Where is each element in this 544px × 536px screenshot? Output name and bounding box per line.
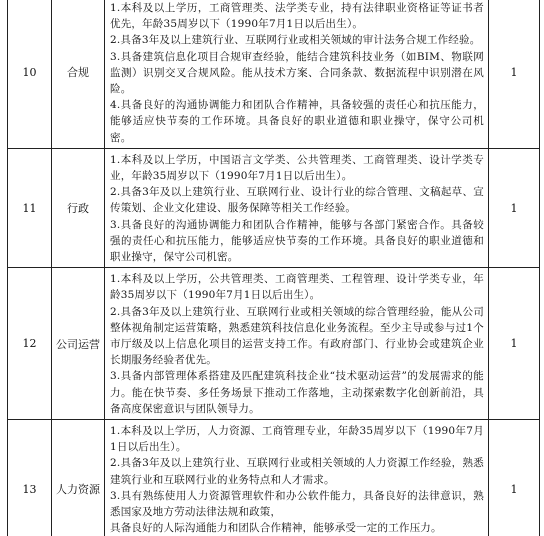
row-number: 13: [8, 420, 52, 536]
requirements-cell: [105, 420, 489, 536]
requirement-item: 1.本科及以上学历，公共管理类、工商管理类、工程管理、设计学类专业，年龄35周岁以下（1990年7月1日以后出生）。: [110, 273, 484, 302]
requirement-item: 3.具备良好的沟通协调能力和团队合作精神，能够与各部门紧密合作。具备较强的责任心和抗压能力，能够适应快节奏的工作环境。具备良好的职业道德和职业操守，保守公司机密。: [110, 218, 484, 264]
position-name: 公司运营: [52, 268, 105, 420]
headcount: 1: [489, 0, 540, 148]
position-name: 合规: [52, 0, 105, 148]
headcount: 1: [489, 148, 540, 267]
requirements-cell: [105, 0, 489, 148]
position-name: 人力资源: [52, 420, 105, 536]
requirements-cell: [105, 268, 489, 420]
row-number: 10: [8, 0, 52, 148]
headcount: 1: [489, 268, 540, 420]
requirement-item: 2.具备3年及以上建筑行业、互联网行业或相关领域的综合管理经验，能从公司整体视角制定运营策略，熟悉建筑科技信息化业务流程。至少主导或参与过1个市厅级及以上信息化项目的运营支持工作。有政府部门、行业协会或建筑企业长期服务经验者优先。: [110, 305, 484, 367]
requirement-item: 3.具备内部管理体系搭建及匹配建筑科技企业“技术驱动运营”的发展需求的能力。能在快节奏、多任务场景下推动工作落地，主动探索数字化创新前沿，具备高度保密意识与团队领导力。: [110, 370, 484, 415]
requirements-cell: [105, 148, 489, 267]
requirement-item: 1.本科及以上学历，中国语言文学类、公共管理类、工商管理类、设计学类专业，年龄35周岁以下（1990年7月1日以后出生）。: [110, 153, 484, 183]
requirement-item: 具备良好的人际沟通能力和团队合作精神，能够承受一定的工作压力。: [110, 522, 442, 535]
row-number: 11: [8, 148, 52, 267]
requirement-item: 1.本科及以上学历，人力资源、工商管理专业，年龄35周岁以下（1990年7月1日以后出生）。: [110, 425, 484, 454]
requirement-item: 2.具备3年及以上建筑行业、互联网行业、设计行业的综合管理、文稿起草、宣传策划、企业文化建设、服务保障等相关工作经验。: [110, 186, 484, 215]
table-row: [8, 420, 540, 536]
requirement-item: 4.具备良好的沟通协调能力和团队合作精神，具备较强的责任心和抗压能力，能够适应快节奏的工作环境。具备良好的职业道德和职业操守，保守公司机密。: [110, 99, 484, 144]
requirement-item: 1.本科及以上学历，工商管理类、法学类专业，持有法律职业资格证等证书者优先，年龄35周岁以下（1990年7月1日以后出生）。: [110, 2, 484, 31]
table-row: [8, 0, 540, 148]
requirement-item: 2.具备3年及以上建筑行业、互联网行业或相关领域的人力资源工作经验，熟悉建筑行业和互联网行业的业务特点和人才需求。: [110, 457, 484, 486]
headcount: 1: [489, 420, 540, 536]
position-name: 行政: [52, 148, 105, 267]
row-number: 12: [8, 268, 52, 420]
requirement-item: 3.具备建筑信息化项目合规审查经验，能结合建筑科技业务（如BIM、物联网监测）识别交叉合规风险。能从技术方案、合同条款、数据流程中识别潜在风险。: [110, 50, 484, 96]
requirement-item: 3.具有熟练使用人力资源管理软件和办公软件能力，具备良好的法律意识，熟悉国家及地方劳动法律法规和政策，: [110, 489, 484, 519]
requirement-item: 2.具备3年及以上建筑行业、互联网行业或相关领域的审计法务合规工作经验。: [110, 34, 481, 47]
table-row: [8, 148, 540, 267]
job-requirements-table: [7, 0, 540, 536]
table-row: [8, 268, 540, 420]
